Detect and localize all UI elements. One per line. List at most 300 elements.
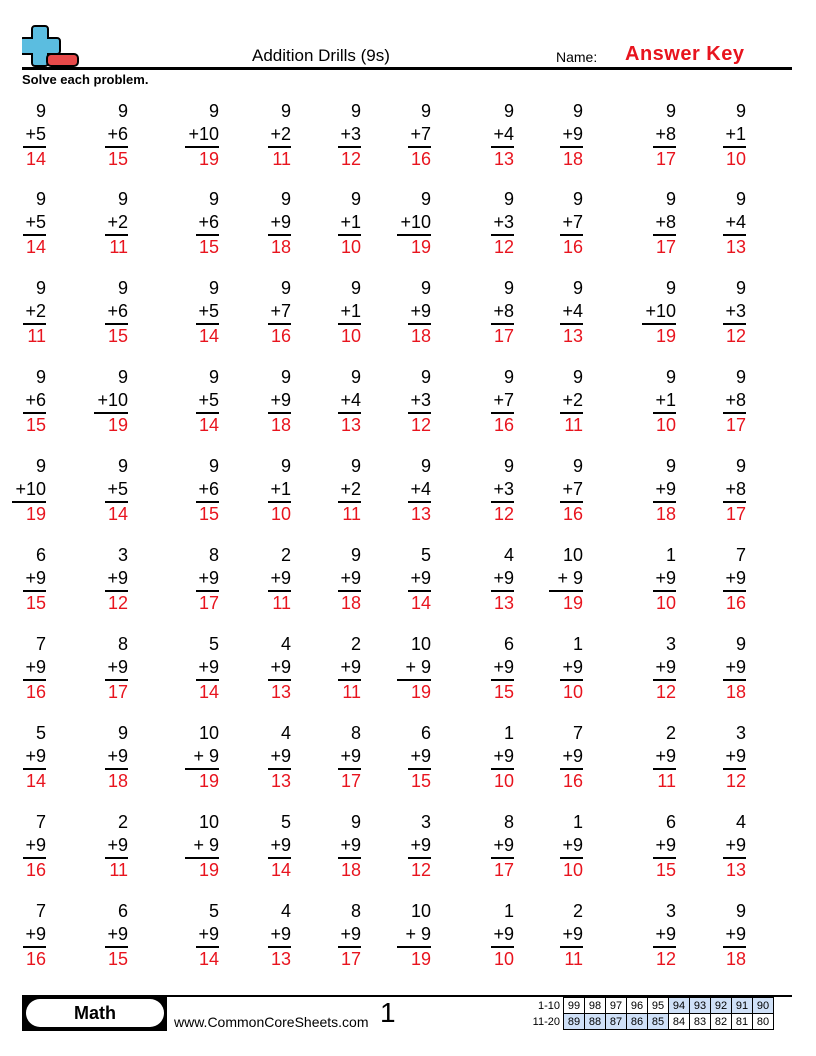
addend-top: 9 bbox=[35, 456, 46, 476]
addend-bottom: +9 bbox=[655, 924, 676, 944]
addend-bottom: +5 bbox=[107, 479, 128, 499]
problem-20 bbox=[723, 188, 746, 259]
problem-86 bbox=[408, 811, 431, 882]
problem-39 bbox=[653, 366, 676, 437]
answer: 16 bbox=[25, 948, 46, 969]
addend-top: 9 bbox=[280, 456, 291, 476]
addend-top: 9 bbox=[35, 278, 46, 298]
addend-top: 8 bbox=[503, 812, 514, 832]
answer: 18 bbox=[107, 770, 128, 791]
problem-45 bbox=[338, 455, 361, 526]
addend-bottom: + 9 bbox=[557, 568, 583, 588]
addend-top: 1 bbox=[572, 812, 583, 832]
problem-15 bbox=[338, 188, 361, 259]
addend-top: 9 bbox=[350, 101, 361, 121]
problem-24 bbox=[268, 277, 291, 348]
problem-58 bbox=[549, 544, 583, 615]
instructions: Solve each problem. bbox=[22, 72, 149, 87]
addend-bottom: +3 bbox=[493, 479, 514, 499]
answer: 14 bbox=[198, 681, 219, 702]
problem-2 bbox=[105, 100, 128, 171]
addend-top: 4 bbox=[503, 545, 514, 565]
addend-bottom: +4 bbox=[493, 124, 514, 144]
addend-top: 9 bbox=[208, 189, 219, 209]
addend-top: 2 bbox=[280, 545, 291, 565]
addend-top: 8 bbox=[350, 901, 361, 921]
addend-top: 9 bbox=[503, 456, 514, 476]
problem-40 bbox=[723, 366, 746, 437]
addend-bottom: +8 bbox=[725, 479, 746, 499]
addend-bottom: +9 bbox=[410, 568, 431, 588]
addend-bottom: +7 bbox=[410, 124, 431, 144]
answer: 13 bbox=[562, 325, 583, 346]
answer: 10 bbox=[655, 592, 676, 613]
problem-25 bbox=[338, 277, 361, 348]
addend-top: 9 bbox=[350, 367, 361, 387]
addend-bottom: +6 bbox=[25, 390, 46, 410]
addend-bottom: +9 bbox=[270, 568, 291, 588]
addend-top: 9 bbox=[503, 278, 514, 298]
problem-57 bbox=[491, 544, 514, 615]
problem-54 bbox=[268, 544, 291, 615]
problem-49 bbox=[653, 455, 676, 526]
problem-100 bbox=[723, 900, 746, 971]
answer: 19 bbox=[562, 592, 583, 613]
addend-top: 1 bbox=[572, 634, 583, 654]
answer: 17 bbox=[493, 859, 514, 880]
addend-top: 9 bbox=[117, 723, 128, 743]
problem-61 bbox=[23, 633, 46, 704]
problem-9 bbox=[653, 100, 676, 171]
answer: 17 bbox=[725, 414, 746, 435]
problem-33 bbox=[196, 366, 219, 437]
addend-bottom: +7 bbox=[493, 390, 514, 410]
addend-bottom: +9 bbox=[725, 835, 746, 855]
problem-71 bbox=[23, 722, 46, 793]
answer: 14 bbox=[198, 325, 219, 346]
answer: 17 bbox=[655, 236, 676, 257]
addend-top: 7 bbox=[572, 723, 583, 743]
addend-bottom: +2 bbox=[340, 479, 361, 499]
answer: 16 bbox=[25, 681, 46, 702]
problem-5 bbox=[338, 100, 361, 171]
answer: 15 bbox=[107, 148, 128, 169]
addend-bottom: +9 bbox=[410, 301, 431, 321]
answer: 17 bbox=[725, 503, 746, 524]
problem-27 bbox=[491, 277, 514, 348]
addend-bottom: +10 bbox=[97, 390, 128, 410]
answer: 12 bbox=[725, 325, 746, 346]
answer: 10 bbox=[493, 948, 514, 969]
problem-96 bbox=[397, 900, 431, 971]
answer: 10 bbox=[270, 503, 291, 524]
problem-67 bbox=[491, 633, 514, 704]
addend-bottom: +9 bbox=[562, 124, 583, 144]
answer: 12 bbox=[655, 948, 676, 969]
addend-top: 9 bbox=[665, 101, 676, 121]
answer: 18 bbox=[562, 148, 583, 169]
problem-3 bbox=[185, 100, 219, 171]
answer: 13 bbox=[340, 414, 361, 435]
addend-bottom: +9 bbox=[25, 924, 46, 944]
addend-top: 9 bbox=[280, 367, 291, 387]
addend-top: 9 bbox=[735, 367, 746, 387]
answer: 11 bbox=[272, 592, 291, 613]
score-cell: 97 bbox=[606, 998, 627, 1014]
addend-bottom: +9 bbox=[340, 657, 361, 677]
addend-top: 9 bbox=[280, 278, 291, 298]
answer: 15 bbox=[198, 236, 219, 257]
problem-21 bbox=[23, 277, 46, 348]
addend-bottom: +9 bbox=[340, 746, 361, 766]
answer: 16 bbox=[562, 236, 583, 257]
addend-top: 9 bbox=[117, 278, 128, 298]
answer: 10 bbox=[340, 325, 361, 346]
answer: 13 bbox=[270, 770, 291, 791]
answer: 13 bbox=[725, 236, 746, 257]
addend-bottom: +4 bbox=[340, 390, 361, 410]
addend-top: 8 bbox=[208, 545, 219, 565]
answer: 18 bbox=[270, 414, 291, 435]
addend-bottom: +9 bbox=[725, 746, 746, 766]
addend-top: 9 bbox=[735, 101, 746, 121]
addend-top: 9 bbox=[208, 367, 219, 387]
addend-top: 9 bbox=[420, 189, 431, 209]
problem-50 bbox=[723, 455, 746, 526]
addend-top: 9 bbox=[503, 189, 514, 209]
addend-bottom: +9 bbox=[410, 746, 431, 766]
addend-top: 1 bbox=[503, 723, 514, 743]
answer: 16 bbox=[725, 592, 746, 613]
problem-48 bbox=[560, 455, 583, 526]
addend-top: 2 bbox=[572, 901, 583, 921]
addend-top: 3 bbox=[665, 901, 676, 921]
score-table bbox=[528, 997, 774, 1030]
addend-bottom: +2 bbox=[25, 301, 46, 321]
addend-top: 9 bbox=[350, 189, 361, 209]
problem-47 bbox=[491, 455, 514, 526]
addend-bottom: +9 bbox=[270, 212, 291, 232]
addend-bottom: +9 bbox=[410, 835, 431, 855]
addend-bottom: +4 bbox=[562, 301, 583, 321]
addend-top: 7 bbox=[35, 812, 46, 832]
addend-top: 10 bbox=[410, 901, 431, 921]
plus-minus-icon bbox=[22, 24, 80, 68]
addend-bottom: +10 bbox=[188, 124, 219, 144]
answer: 15 bbox=[25, 414, 46, 435]
addend-bottom: +9 bbox=[655, 479, 676, 499]
addend-top: 9 bbox=[665, 189, 676, 209]
problem-76 bbox=[408, 722, 431, 793]
problem-75 bbox=[338, 722, 361, 793]
addend-top: 9 bbox=[735, 189, 746, 209]
problem-18 bbox=[560, 188, 583, 259]
problem-85 bbox=[338, 811, 361, 882]
answer: 19 bbox=[25, 503, 46, 524]
answer: 11 bbox=[564, 414, 583, 435]
addend-top: 1 bbox=[503, 901, 514, 921]
name-label: Name: bbox=[556, 49, 598, 65]
problem-93 bbox=[196, 900, 219, 971]
problem-68 bbox=[560, 633, 583, 704]
addend-bottom: +9 bbox=[270, 924, 291, 944]
addend-top: 9 bbox=[572, 456, 583, 476]
answer: 13 bbox=[725, 859, 746, 880]
addend-bottom: +9 bbox=[493, 657, 514, 677]
problem-29 bbox=[642, 277, 676, 348]
score-cell: 85 bbox=[648, 1014, 669, 1030]
addend-bottom: +9 bbox=[562, 657, 583, 677]
addend-bottom: +9 bbox=[107, 568, 128, 588]
problem-30 bbox=[723, 277, 746, 348]
addend-top: 9 bbox=[208, 101, 219, 121]
answer: 17 bbox=[107, 681, 128, 702]
worksheet-title: Addition Drills (9s) bbox=[252, 46, 390, 65]
problem-44 bbox=[268, 455, 291, 526]
answer: 12 bbox=[340, 148, 361, 169]
addend-bottom: +9 bbox=[655, 835, 676, 855]
addend-bottom: +10 bbox=[15, 479, 46, 499]
problem-37 bbox=[491, 366, 514, 437]
addend-top: 9 bbox=[572, 278, 583, 298]
addend-bottom: +1 bbox=[340, 212, 361, 232]
addend-bottom: +6 bbox=[107, 124, 128, 144]
problem-90 bbox=[723, 811, 746, 882]
addend-bottom: +6 bbox=[107, 301, 128, 321]
addend-top: 9 bbox=[503, 367, 514, 387]
addend-bottom: +3 bbox=[340, 124, 361, 144]
problem-74 bbox=[268, 722, 291, 793]
answer: 10 bbox=[562, 859, 583, 880]
addend-top: 9 bbox=[420, 278, 431, 298]
answer: 18 bbox=[270, 236, 291, 257]
answer: 19 bbox=[198, 148, 219, 169]
addend-bottom: +9 bbox=[270, 390, 291, 410]
answer: 17 bbox=[493, 325, 514, 346]
answer: 14 bbox=[198, 414, 219, 435]
problem-63 bbox=[196, 633, 219, 704]
answer: 14 bbox=[25, 148, 46, 169]
answer: 15 bbox=[493, 681, 514, 702]
addend-bottom: +9 bbox=[198, 657, 219, 677]
problem-56 bbox=[408, 544, 431, 615]
addend-bottom: +6 bbox=[198, 479, 219, 499]
addend-bottom: +9 bbox=[107, 746, 128, 766]
answer: 19 bbox=[410, 948, 431, 969]
answer: 12 bbox=[493, 503, 514, 524]
addend-bottom: +3 bbox=[410, 390, 431, 410]
problem-52 bbox=[105, 544, 128, 615]
addend-bottom: +9 bbox=[725, 568, 746, 588]
answer: 10 bbox=[725, 148, 746, 169]
addend-top: 9 bbox=[208, 456, 219, 476]
score-cell: 99 bbox=[564, 998, 585, 1014]
problem-7 bbox=[491, 100, 514, 171]
score-cell: 93 bbox=[690, 998, 711, 1014]
problem-91 bbox=[23, 900, 46, 971]
answer: 18 bbox=[340, 592, 361, 613]
problem-66 bbox=[397, 633, 431, 704]
addend-bottom: +9 bbox=[340, 835, 361, 855]
addend-top: 9 bbox=[735, 456, 746, 476]
problem-17 bbox=[491, 188, 514, 259]
addend-top: 7 bbox=[35, 634, 46, 654]
problem-64 bbox=[268, 633, 291, 704]
problem-51 bbox=[23, 544, 46, 615]
problem-95 bbox=[338, 900, 361, 971]
addend-bottom: +9 bbox=[493, 568, 514, 588]
problem-99 bbox=[653, 900, 676, 971]
addend-bottom: +9 bbox=[562, 835, 583, 855]
score-cell: 87 bbox=[606, 1014, 627, 1030]
header-divider bbox=[22, 67, 792, 70]
answer: 18 bbox=[340, 859, 361, 880]
addend-bottom: +7 bbox=[562, 212, 583, 232]
addend-top: 6 bbox=[503, 634, 514, 654]
answer: 18 bbox=[725, 681, 746, 702]
addend-top: 9 bbox=[420, 456, 431, 476]
score-cell: 86 bbox=[627, 1014, 648, 1030]
answer: 13 bbox=[493, 148, 514, 169]
answer: 19 bbox=[410, 236, 431, 257]
answer: 10 bbox=[655, 414, 676, 435]
problem-19 bbox=[653, 188, 676, 259]
addend-top: 9 bbox=[350, 278, 361, 298]
answer: 12 bbox=[107, 592, 128, 613]
problem-41 bbox=[12, 455, 46, 526]
addend-bottom: +8 bbox=[493, 301, 514, 321]
addend-bottom: + 9 bbox=[405, 924, 431, 944]
answer: 18 bbox=[725, 948, 746, 969]
addend-top: 9 bbox=[350, 456, 361, 476]
answer: 11 bbox=[342, 503, 361, 524]
subject-label: Math bbox=[26, 999, 164, 1027]
addend-top: 5 bbox=[420, 545, 431, 565]
addend-top: 5 bbox=[208, 634, 219, 654]
score-cell: 92 bbox=[711, 998, 732, 1014]
addend-bottom: +8 bbox=[655, 124, 676, 144]
problem-89 bbox=[653, 811, 676, 882]
answer: 10 bbox=[562, 681, 583, 702]
score-row bbox=[528, 998, 774, 1014]
addend-top: 3 bbox=[420, 812, 431, 832]
score-cell: 95 bbox=[648, 998, 669, 1014]
answer: 10 bbox=[493, 770, 514, 791]
addend-top: 8 bbox=[117, 634, 128, 654]
answer: 13 bbox=[270, 681, 291, 702]
addend-top: 9 bbox=[735, 278, 746, 298]
addend-bottom: +1 bbox=[725, 124, 746, 144]
score-row-label: 1-10 bbox=[537, 999, 560, 1012]
addend-top: 9 bbox=[350, 545, 361, 565]
answer: 16 bbox=[562, 503, 583, 524]
addend-bottom: +10 bbox=[645, 301, 676, 321]
addend-top: 9 bbox=[280, 101, 291, 121]
problem-11 bbox=[23, 188, 46, 259]
score-row-label: 11-20 bbox=[532, 1015, 560, 1028]
answer: 16 bbox=[270, 325, 291, 346]
problem-46 bbox=[408, 455, 431, 526]
answer: 13 bbox=[410, 503, 431, 524]
problem-97 bbox=[491, 900, 514, 971]
answer: 14 bbox=[410, 592, 431, 613]
addend-top: 7 bbox=[735, 545, 746, 565]
answer: 19 bbox=[198, 859, 219, 880]
answer: 15 bbox=[198, 503, 219, 524]
addend-bottom: +9 bbox=[493, 746, 514, 766]
problem-80 bbox=[723, 722, 746, 793]
addend-bottom: +9 bbox=[655, 746, 676, 766]
score-cell: 84 bbox=[669, 1014, 690, 1030]
addend-bottom: +10 bbox=[400, 212, 431, 232]
addend-bottom: +3 bbox=[725, 301, 746, 321]
score-cell: 91 bbox=[732, 998, 753, 1014]
addend-bottom: +8 bbox=[655, 212, 676, 232]
addend-bottom: +9 bbox=[25, 657, 46, 677]
problem-78 bbox=[560, 722, 583, 793]
problem-31 bbox=[23, 366, 46, 437]
problem-12 bbox=[105, 188, 128, 259]
addend-bottom: +9 bbox=[270, 746, 291, 766]
addend-bottom: +7 bbox=[562, 479, 583, 499]
answer: 17 bbox=[340, 770, 361, 791]
addend-bottom: +5 bbox=[25, 124, 46, 144]
answer: 11 bbox=[109, 236, 128, 257]
score-cell: 94 bbox=[669, 998, 690, 1014]
addend-bottom: +9 bbox=[25, 835, 46, 855]
answer: 14 bbox=[198, 948, 219, 969]
addend-top: 9 bbox=[117, 456, 128, 476]
addend-top: 9 bbox=[665, 278, 676, 298]
answer: 16 bbox=[25, 859, 46, 880]
problem-70 bbox=[723, 633, 746, 704]
problem-32 bbox=[94, 366, 128, 437]
addend-bottom: + 9 bbox=[405, 657, 431, 677]
problem-23 bbox=[196, 277, 219, 348]
addend-top: 10 bbox=[410, 634, 431, 654]
website-link: www.CommonCoreSheets.com bbox=[174, 1014, 369, 1030]
answer: 12 bbox=[493, 236, 514, 257]
addend-top: 6 bbox=[665, 812, 676, 832]
addend-top: 10 bbox=[198, 812, 219, 832]
addend-bottom: +1 bbox=[340, 301, 361, 321]
problem-82 bbox=[105, 811, 128, 882]
addend-bottom: +9 bbox=[655, 568, 676, 588]
score-cell: 96 bbox=[627, 998, 648, 1014]
problem-10 bbox=[723, 100, 746, 171]
score-cell: 90 bbox=[753, 998, 774, 1014]
page-number: 1 bbox=[380, 997, 396, 1028]
problem-62 bbox=[105, 633, 128, 704]
addend-top: 9 bbox=[503, 101, 514, 121]
score-cell: 83 bbox=[690, 1014, 711, 1030]
addend-bottom: +9 bbox=[107, 657, 128, 677]
addend-top: 3 bbox=[117, 545, 128, 565]
score-cell: 80 bbox=[753, 1014, 774, 1030]
addend-top: 6 bbox=[420, 723, 431, 743]
problem-72 bbox=[105, 722, 128, 793]
addend-bottom: +9 bbox=[725, 924, 746, 944]
addend-bottom: +9 bbox=[725, 657, 746, 677]
answer: 13 bbox=[270, 948, 291, 969]
addend-bottom: +9 bbox=[198, 568, 219, 588]
addend-top: 3 bbox=[735, 723, 746, 743]
problem-59 bbox=[653, 544, 676, 615]
addend-bottom: +7 bbox=[270, 301, 291, 321]
problem-22 bbox=[105, 277, 128, 348]
addend-top: 4 bbox=[280, 723, 291, 743]
problem-53 bbox=[196, 544, 219, 615]
